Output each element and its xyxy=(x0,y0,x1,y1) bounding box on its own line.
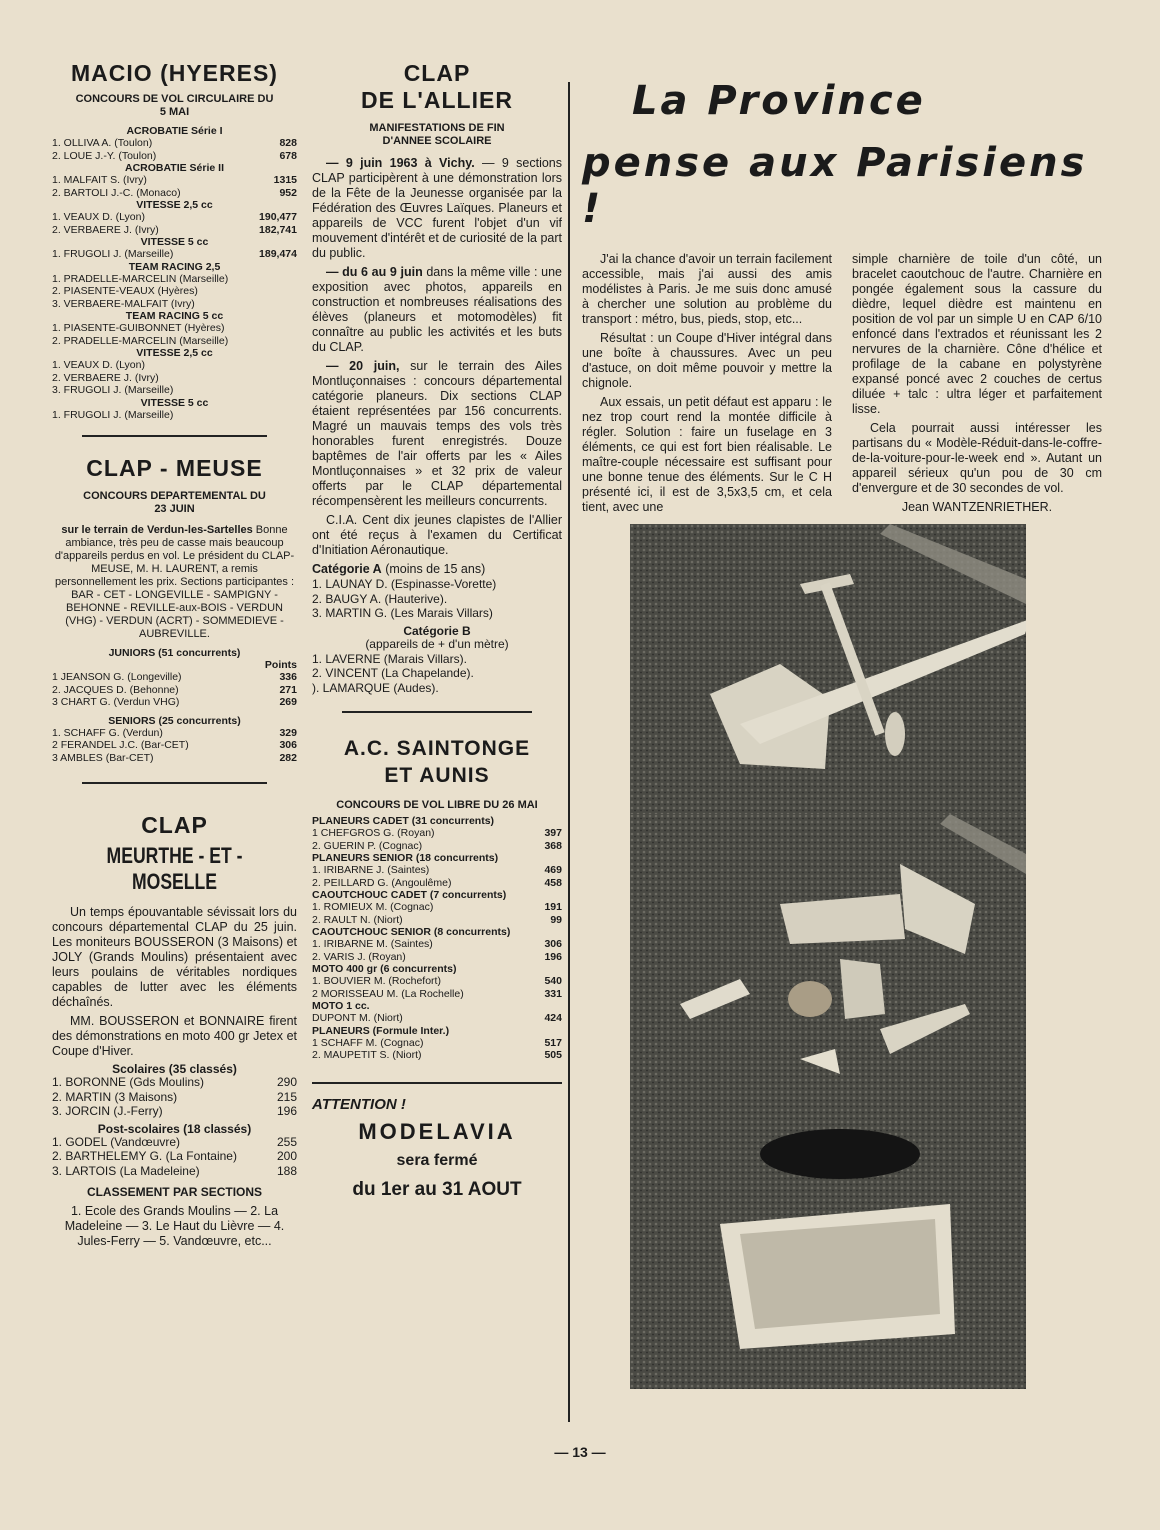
allier-p3-lead: — 20 juin, xyxy=(326,359,400,373)
divider xyxy=(82,782,267,784)
score: 397 xyxy=(544,827,562,839)
notice-name: MODELAVIA xyxy=(358,1118,516,1144)
score: 255 xyxy=(276,1134,297,1149)
competitor-name: 1. PIASENTE-GUIBONNET (Hyères) xyxy=(52,322,225,334)
allier-p3-text: sur le terrain des Ailes Montluçonnaises : concours départemental catégorie planeurs. Dix sections CLAP étaient représentées par 156 concurrents. Magré un mauvais temps des vols très honorables furent enregistrés. Douze baptêmes de l'air offerts par les « Ailes Montluçonnaises » et 32 prix de valeur offerts par le CLAP départemental récompensèrent les meilleurs concurrents. xyxy=(312,359,562,508)
result-row xyxy=(312,1012,562,1025)
category-heading: VITESSE 2,5 cc xyxy=(136,347,213,359)
score: 331 xyxy=(544,987,562,1000)
result-row xyxy=(52,187,297,200)
result-row xyxy=(52,727,297,740)
result-row xyxy=(52,298,297,311)
competitor-name: 2. PEILLARD G. (Angoulême) xyxy=(312,876,452,889)
meuse-subtitle: CONCOURS DEPARTEMENTAL DU 23 JUIN xyxy=(83,490,266,515)
meuse-intro-lead: sur le terrain de Verdun-les-Sartelles xyxy=(61,524,253,536)
competitor-name: 1 SCHAFF M. (Cognac) xyxy=(312,1036,424,1049)
result-row xyxy=(312,975,562,988)
macio-section xyxy=(52,60,297,421)
competitor-name: 1. VEAUX D. (Lyon) xyxy=(52,359,145,371)
score: 271 xyxy=(279,683,297,696)
competitor-name: 1. FRUGOLI J. (Marseille) xyxy=(52,248,174,260)
allier-p4: C.I.A. Cent dix jeunes clapistes de l'Allier ont été reçus à l'examen du Certificat d'Initiation Aéronautique. xyxy=(312,513,562,557)
cat-a-note: (moins de 15 ans) xyxy=(385,562,486,576)
macio-title: MACIO (HYERES) xyxy=(71,60,278,86)
competitor-name: 2. BARTHELEMY G. (La Fontaine) xyxy=(52,1149,237,1163)
cat-a-list xyxy=(312,577,562,621)
meurthe-title: CLAP xyxy=(141,812,208,838)
competitor-name: 1. IRIBARNE J. (Saintes) xyxy=(312,864,430,876)
competitor-name: 2. MAUPETIT S. (Niort) xyxy=(312,1049,422,1061)
classement-label: CLASSEMENT PAR SECTIONS xyxy=(86,1185,263,1199)
score: 196 xyxy=(276,1104,297,1118)
article-col-left xyxy=(582,252,832,519)
result-row xyxy=(52,322,297,335)
meuse-section xyxy=(52,455,297,764)
category-heading: PLANEURS SENIOR (18 concurrents) xyxy=(312,852,499,864)
article-paragraph: Résultat : un Coupe d'Hiver intégral dans une boîte à chaussures. Avec un peu d'astuce, on doit même pouvoir y mettre la chignole. xyxy=(582,331,832,390)
column-middle xyxy=(312,60,562,1203)
competitor-name: 3. FRUGOLI J. (Marseille) xyxy=(52,384,174,396)
allier-subtitle: DE L'ALLIER xyxy=(361,87,513,113)
competitor-name: 3. JORCIN (J.-Ferry) xyxy=(52,1104,163,1118)
result-row xyxy=(52,335,297,348)
article-author: Jean WANTZENRIETHER. xyxy=(901,500,1053,514)
result-row xyxy=(312,901,562,914)
score: 540 xyxy=(544,975,562,987)
score: 189,474 xyxy=(259,248,297,260)
column-left xyxy=(52,60,297,1253)
score: 306 xyxy=(279,739,297,751)
divider xyxy=(342,711,532,713)
result-row xyxy=(52,372,297,385)
result-row xyxy=(312,681,562,696)
score: 306 xyxy=(544,938,562,950)
score: 200 xyxy=(276,1149,297,1163)
score: 191 xyxy=(544,901,562,913)
article-col-right-text xyxy=(852,252,1102,496)
competitor-name: 2. JACQUES D. (Behonne) xyxy=(52,683,179,696)
competitor-name: 2. BAUGY A. (Hauterive). xyxy=(312,591,448,606)
competitor-name: 2. RAULT N. (Niort) xyxy=(312,913,403,926)
result-row xyxy=(52,211,297,224)
score: 190,477 xyxy=(259,211,297,223)
points-label: Points xyxy=(264,659,297,671)
divider xyxy=(82,435,267,437)
seniors-label: SENIORS (25 concurrents) xyxy=(108,714,241,727)
juniors-label: JUNIORS (51 concurrents) xyxy=(108,647,241,659)
column-divider xyxy=(568,82,570,1422)
category-heading: VITESSE 2,5 cc xyxy=(136,199,213,211)
result-row xyxy=(52,224,297,237)
competitor-name: 2. BARTOLI J.-C. (Monaco) xyxy=(52,186,181,199)
meuse-title: CLAP - MEUSE xyxy=(86,455,263,481)
notice-dates: du 1er au 31 AOUT xyxy=(352,1178,522,1200)
divider xyxy=(312,1082,562,1084)
category-heading: CAOUTCHOUC CADET (7 concurrents) xyxy=(312,889,507,901)
postscol-list xyxy=(52,1135,297,1179)
article-body xyxy=(582,252,1102,519)
result-row xyxy=(52,409,297,422)
result-row xyxy=(52,359,297,372)
result-row xyxy=(52,1104,297,1119)
competitor-name: 1. LAUNAY D. (Espinasse-Vorette) xyxy=(312,577,497,591)
competitor-name: 3 AMBLES (Bar-CET) xyxy=(52,751,154,764)
score: 678 xyxy=(279,149,297,162)
category-heading: VITESSE 5 cc xyxy=(140,236,209,248)
result-row xyxy=(312,666,562,681)
score: 505 xyxy=(544,1049,562,1061)
result-row xyxy=(52,273,297,286)
modelavia-notice xyxy=(312,1096,562,1203)
photo-model-assembled xyxy=(630,524,1026,814)
cat-b-list xyxy=(312,652,562,696)
competitor-name: 1. BORONNE (Gds Moulins) xyxy=(52,1075,205,1089)
competitor-name: 1. PRADELLE-MARCELIN (Marseille) xyxy=(52,272,229,285)
photo-glider-svg xyxy=(630,524,1026,814)
competitor-name: ). LAMARQUE (Audes). xyxy=(312,680,439,695)
category-heading: ACROBATIE Série II xyxy=(125,162,224,174)
competitor-name: 1. OLLIVA A. (Toulon) xyxy=(52,137,153,149)
competitor-name: DUPONT M. (Niort) xyxy=(312,1012,403,1024)
competitor-name: 1. SCHAFF G. (Verdun) xyxy=(52,726,163,739)
allier-p1 xyxy=(312,156,562,261)
allier-p1-text: — 9 sections CLAP participèrent à une démonstration lors de la Fête de la Jeunesse organisée par la Fédération des Œuvres Laïques. Planeurs et appareils de VCC furent l'objet d'un vif mouvement d'intérêt et de curiosité de la part du public. xyxy=(312,156,562,260)
competitor-name: 2. LOUE J.-Y. (Toulon) xyxy=(52,149,157,162)
score: 282 xyxy=(279,751,297,764)
competitor-name: 1. VEAUX D. (Lyon) xyxy=(52,211,145,223)
saintonge-concours: CONCOURS DE VOL LIBRE DU 26 MAI xyxy=(336,799,538,811)
competitor-name: 2. VARIS J. (Royan) xyxy=(312,950,406,963)
category-heading: MOTO 400 gr (6 concurrents) xyxy=(312,963,457,975)
competitor-name: 3. MARTIN G. (Les Marais Villars) xyxy=(312,606,493,620)
score: 469 xyxy=(544,864,562,876)
result-row xyxy=(52,248,297,261)
category-heading: TEAM RACING 5 cc xyxy=(125,310,224,322)
competitor-name: 2. GUERIN P. (Cognac) xyxy=(312,839,423,852)
allier-p2-text: dans la même ville : une exposition avec photos, appareils en construction et nombreuses réalisations des élèves (planeurs et motomodèles) fit connaître au public les activités et les buts du CLAP. xyxy=(312,265,562,354)
score: 188 xyxy=(276,1163,297,1178)
score: 424 xyxy=(544,1012,562,1024)
category-heading: VITESSE 5 cc xyxy=(140,396,209,409)
result-row xyxy=(52,696,297,709)
result-row xyxy=(312,988,562,1001)
juniors-list xyxy=(52,671,297,709)
notice-closed: sera fermé xyxy=(396,1151,478,1169)
result-row xyxy=(312,577,562,592)
result-row xyxy=(312,864,562,877)
competitor-name: 1. MALFAIT S. (Ivry) xyxy=(52,174,147,186)
result-row xyxy=(52,384,297,397)
cat-a-label: Catégorie A xyxy=(312,562,382,576)
competitor-name: 1. FRUGOLI J. (Marseille) xyxy=(52,408,174,421)
result-row xyxy=(52,1149,297,1164)
score: 215 xyxy=(276,1089,297,1104)
result-row xyxy=(312,840,562,853)
competitor-name: 1. BOUVIER M. (Rochefort) xyxy=(312,975,441,987)
result-row xyxy=(312,592,562,607)
competitor-name: 1. GODEL (Vandœuvre) xyxy=(52,1134,181,1149)
competitor-name: 3. VERBAERE-MALFAIT (Ivry) xyxy=(52,297,195,310)
macio-results xyxy=(52,125,297,421)
competitor-name: 1 CHEFGROS G. (Royan) xyxy=(312,827,435,839)
score: 828 xyxy=(279,137,297,149)
score: 99 xyxy=(550,913,562,926)
cat-b-label: Catégorie B xyxy=(403,623,471,638)
photo-shoebox-svg xyxy=(630,814,1026,1389)
article-paragraph: J'ai la chance d'avoir un terrain facilement accessible, mais j'ai aussi des amis modélistes à Paris. Je me suis donc amusé à chercher une solution au problème du transport : métro, bus, pieds, stop, etc... xyxy=(582,252,832,326)
article-paragraph: Aux essais, un petit défaut est apparu : le nez trop court rend la montée difficile à régler. Solution : faire un fuselage en 3 éléments, ce qui est fort bien réalisable. Le maître-couple nécessaire est suffisant pour une bonne tenue des éléments. Sur le C H présenté ici, il est de 3,5x3,5 cm, et cela tient, avec une xyxy=(582,395,832,514)
score: 1315 xyxy=(273,174,297,186)
score: 458 xyxy=(544,876,562,889)
result-row xyxy=(52,174,297,187)
meurthe-section xyxy=(52,812,297,1249)
result-row xyxy=(52,1090,297,1105)
competitor-name: 2. VERBAERE J. (Ivry) xyxy=(52,223,159,236)
score: 336 xyxy=(279,671,297,683)
meuse-intro xyxy=(52,524,297,641)
allier-p3 xyxy=(312,359,562,509)
competitor-name: 1. IRIBARNE M. (Saintes) xyxy=(312,938,433,950)
meuse-intro-text: Bonne ambiance, très peu de casse mais beaucoup d'appareils perdus en vol. Le président du CLAP-MEUSE, M. H. LAURENT, a remis personnellement les prix. Sections participantes : BAR - CET - LONGEVILLE - SAMPIGNY - BEHONNE - REVILLE-aux-BOIS - VERDUN (VHG) - VERDUN (ACRT) - SOMMEDIEVE - AUBREVILLE. xyxy=(54,524,295,640)
competitor-name: 3 CHART G. (Verdun VHG) xyxy=(52,696,180,708)
cat-a-heading xyxy=(312,562,562,577)
meurthe-p2: MM. BOUSSERON et BONNAIRE firent des démonstrations en moto 400 gr Jetex et Coupe d'Hiver. xyxy=(52,1014,297,1058)
category-heading: TEAM RACING 2,5 xyxy=(128,260,221,273)
page-number: — 13 — xyxy=(554,1444,606,1460)
result-row xyxy=(312,652,562,667)
competitor-name: 2. MARTIN (3 Maisons) xyxy=(52,1089,178,1104)
scolaires-label: Scolaires (35 classés) xyxy=(112,1062,237,1076)
article-title-line2: pense aux Parisiens ! xyxy=(582,140,1088,232)
result-row xyxy=(312,951,562,964)
category-heading: MOTO 1 cc. xyxy=(312,1000,370,1012)
scolaires-list xyxy=(52,1075,297,1119)
meurthe-p1: Un temps épouvantable sévissait lors du concours départemental CLAP du 25 juin. Les moniteurs BOUSSERON (3 Maisons) et JOLY (Grands Moulins) présentaient avec leurs poulains de véritables nordiques capables de lutter avec les éléments déchaînés. xyxy=(52,905,297,1009)
result-row xyxy=(52,752,297,765)
competitor-name: 2. PRADELLE-MARCELIN (Marseille) xyxy=(52,334,229,347)
classement-text: 1. Ecole des Grands Moulins — 2. La Madeleine — 3. Le Haut du Lièvre — 4. Jules-Ferry — 5. Vandœuvre, etc... xyxy=(64,1204,285,1248)
postscol-label: Post-scolaires (18 classés) xyxy=(97,1121,252,1136)
competitor-name: 3. LARTOIS (La Madeleine) xyxy=(52,1163,200,1178)
score: 196 xyxy=(544,950,562,963)
competitor-name: 2 MORISSEAU M. (La Rochelle) xyxy=(312,987,464,1000)
saintonge-results xyxy=(312,815,562,1062)
result-row xyxy=(52,1075,297,1090)
category-heading: ACROBATIE Série I xyxy=(126,125,223,137)
allier-title: CLAP xyxy=(403,60,471,86)
result-row xyxy=(52,684,297,697)
article-paragraph: Cela pourrait aussi intéresser les partisans du « Modèle-Réduit-dans-le-coffre-de-la-voiture-pour-le-week end ». Autant un appareil sérieux qu'un pou de 30 cm d'envergure et de 30 secondes de vol. xyxy=(852,421,1102,495)
result-row xyxy=(52,1164,297,1179)
notice-attention: ATTENTION ! xyxy=(312,1095,406,1113)
article-col-right xyxy=(852,252,1102,519)
article-paragraph: simple charnière de toile d'un côté, un bracelet caoutchouc de l'autre. Charnière en pongée également sous la cassure du dièdre, lequel dièdre est maintenu en position de vol par un simple U en CAP 6/10 enfoncé dans l'extrados et réunissant les 2 nervures de la charnière. Cône d'hélice et profilage de la cabane en polystyrène expansé poncé avec 2 couches de certus diluée + talc : ultra léger et parfaitement lisse. xyxy=(852,252,1102,416)
competitor-name: 1. LAVERNE (Marais Villars). xyxy=(312,651,467,666)
competitor-name: 2. VERBAERE J. (Ivry) xyxy=(52,371,159,384)
saintonge-title: A.C. SAINTONGE xyxy=(343,737,531,760)
category-heading: PLANEURS (Formule Inter.) xyxy=(312,1024,450,1037)
competitor-name: 2. VINCENT (La Chapelande). xyxy=(312,666,474,680)
saintonge-section xyxy=(312,735,562,1062)
allier-p2-lead: — du 6 au 9 juin xyxy=(326,265,423,279)
result-row xyxy=(52,671,297,684)
result-row xyxy=(312,938,562,951)
category-heading: PLANEURS CADET (31 concurrents) xyxy=(312,815,495,827)
result-row xyxy=(52,285,297,298)
score: 269 xyxy=(279,696,297,708)
competitor-name: 1 JEANSON G. (Longeville) xyxy=(52,671,182,683)
result-row xyxy=(52,137,297,150)
score: 517 xyxy=(544,1036,562,1049)
macio-subtitle: CONCOURS DE VOL CIRCULAIRE DU 5 MAI xyxy=(75,93,274,118)
score: 329 xyxy=(279,726,297,739)
result-row xyxy=(312,1049,562,1062)
seniors-list xyxy=(52,727,297,765)
score: 182,741 xyxy=(259,223,297,236)
competitor-name: 2. PIASENTE-VEAUX (Hyères) xyxy=(52,285,198,297)
result-row xyxy=(312,606,562,621)
allier-p1-lead: — 9 juin 1963 à Vichy. xyxy=(326,156,475,170)
photo-model-disassembled xyxy=(630,814,1026,1389)
saintonge-subtitle: ET AUNIS xyxy=(384,764,490,787)
result-row xyxy=(52,1135,297,1150)
result-row xyxy=(312,1037,562,1050)
competitor-name: 2 FERANDEL J.C. (Bar-CET) xyxy=(52,739,189,751)
score: 368 xyxy=(544,839,562,852)
score: 290 xyxy=(276,1075,297,1089)
cat-b-note: (appareils de + d'un mètre) xyxy=(365,636,509,651)
result-row xyxy=(52,150,297,163)
score: 952 xyxy=(279,186,297,199)
result-row xyxy=(312,877,562,890)
column-right xyxy=(582,78,1102,519)
allier-p2 xyxy=(312,265,562,355)
allier-manif: MANIFESTATIONS DE FIN D'ANNEE SCOLAIRE xyxy=(369,122,505,147)
allier-section xyxy=(312,60,562,695)
result-row xyxy=(312,914,562,927)
meurthe-subtitle: MEURTHE - ET - MOSELLE xyxy=(106,843,243,894)
competitor-name: 1. ROMIEUX M. (Cognac) xyxy=(312,901,434,913)
category-heading: CAOUTCHOUC SENIOR (8 concurrents) xyxy=(312,926,511,938)
article-title-line1: La Province xyxy=(632,78,926,124)
result-row xyxy=(52,739,297,752)
result-row xyxy=(312,827,562,840)
